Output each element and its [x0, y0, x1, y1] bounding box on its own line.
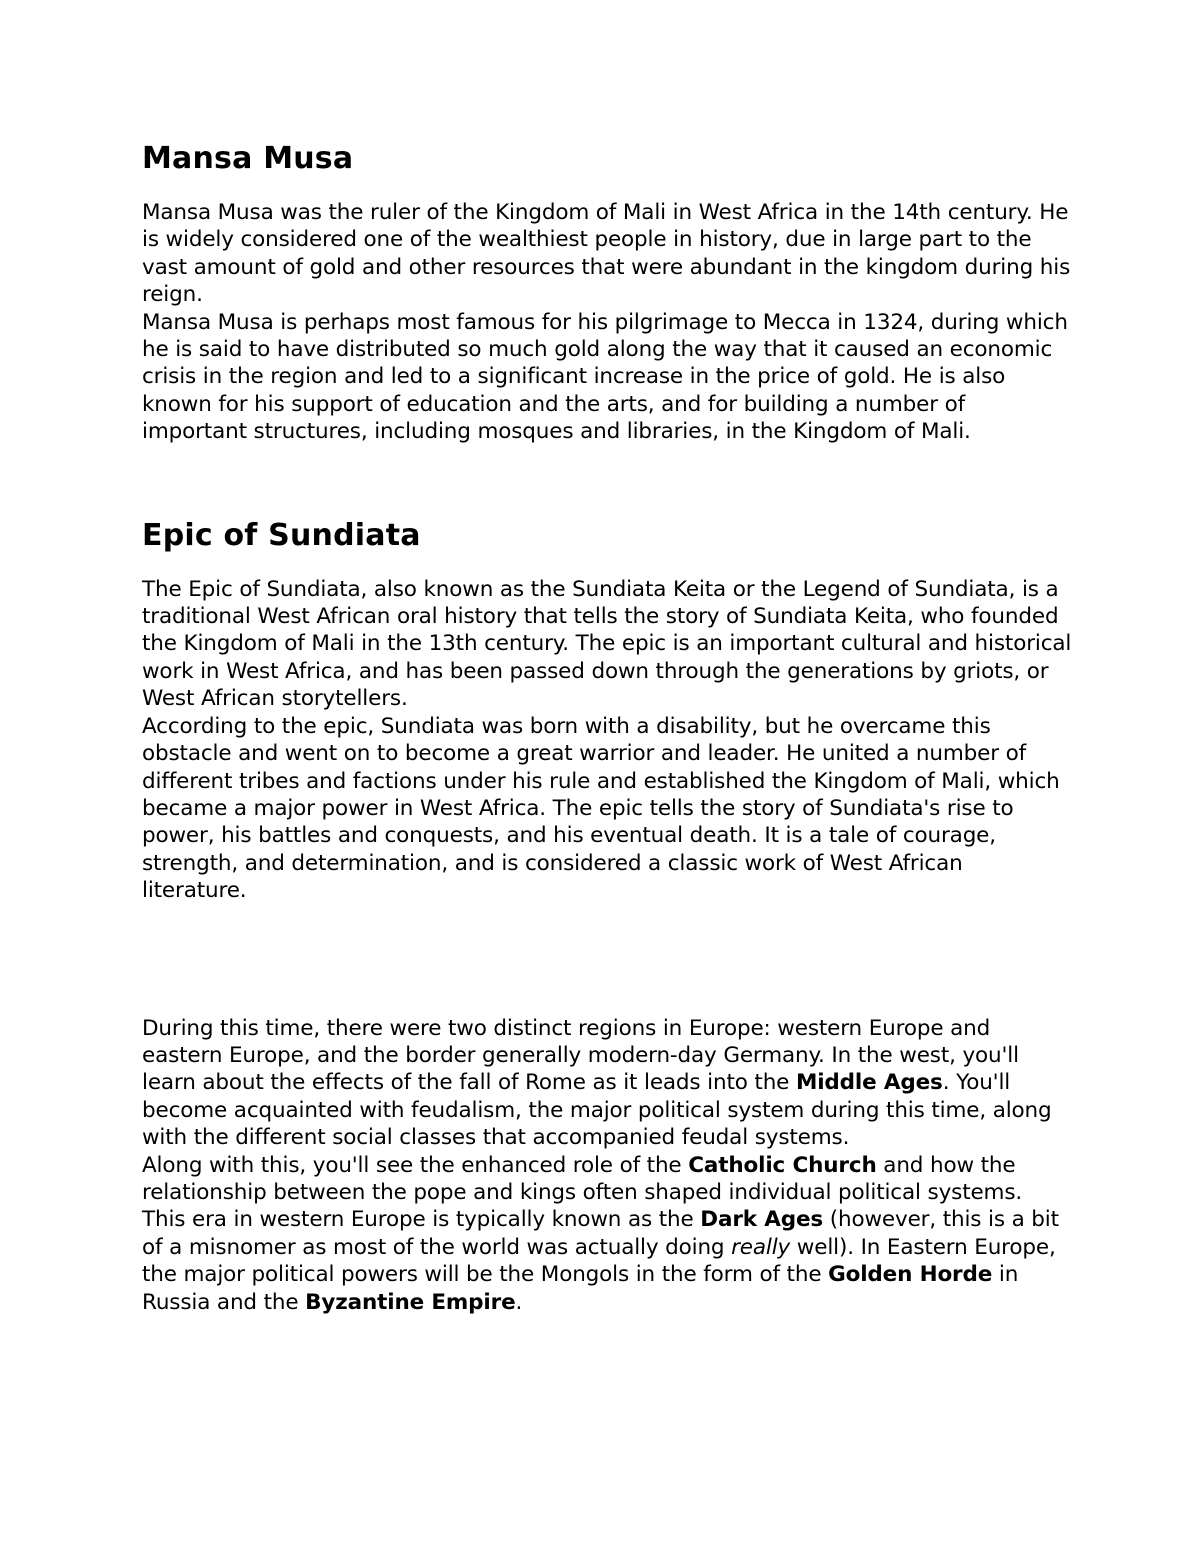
text-run: .: [515, 1289, 523, 1315]
bold-term-byzantine-empire: Byzantine Empire: [305, 1289, 516, 1315]
bold-term-catholic-church: Catholic Church: [688, 1152, 877, 1178]
text-run: in Russia and the: [142, 1262, 1019, 1315]
text-run: Along with this, you'll see the enhanced role of the: [142, 1152, 689, 1178]
document-body: [142, 140, 1072, 1316]
bold-term-golden-horde: Golden Horde: [828, 1262, 993, 1288]
heading-epic-of-sundiata: Epic of Sundiata: [142, 517, 421, 553]
paragraph-europe-2: [142, 1152, 1072, 1316]
bold-term-dark-ages: Dark Ages: [700, 1207, 824, 1233]
heading-mansa-musa: Mansa Musa: [142, 141, 354, 176]
bold-term-middle-ages: Middle Ages: [795, 1070, 943, 1096]
paragraph-mansa-1: Mansa Musa was the ruler of the Kingdom of Mali in West Africa in the 14th century. He is widely considered one of the wealthiest people in history, due in large part to the vast amount of gold and other resources that were abundant in the kingdom during his reign.: [142, 200, 1071, 308]
text-run: and how the relationship between the pope and kings often shaped individual political systems. This era in western Europe is typically known as the: [142, 1152, 1023, 1233]
paragraph-europe-1: [142, 1015, 1072, 1152]
text-run: . You'll become acquainted with feudalism, the major political system during this time, along with the different social classes that accompanied feudal systems.: [142, 1070, 1052, 1151]
italic-term-really: really: [731, 1234, 791, 1260]
paragraph-epic-2: According to the epic, Sundiata was born with a disability, but he overcame this obstacle and went on to become a great warrior and leader. He united a number of different tribes and factions under his rule and established the Kingdom of Mali, which became a major power in West Africa. The epic tells the story of Sundiata's rise to power, his battles and conquests, and his eventual death. It is a tale of courage, strength, and determination, and is considered a classic work of West African literature.: [142, 713, 1060, 904]
text-run: well). In Eastern Europe, the major political powers will be the Mongols in the form of the: [142, 1234, 1056, 1288]
paragraph-epic-1: The Epic of Sundiata, also known as the Sundiata Keita or the Legend of Sundiata, is a traditional West African oral history that tells the story of Sundiata Keita, who founded the Kingdom of Mali in the 13th century. The epic is an important cultural and historical work in West Africa, and has been passed down through the generations by griots, or West African storytellers.: [142, 576, 1072, 712]
paragraph-mansa-2: Mansa Musa is perhaps most famous for his pilgrimage to Mecca in 1324, during which he is said to have distributed so much gold along the way that it caused an economic crisis in the region and led to a significant increase in the price of gold. He is also known for his support of education and the arts, and for building a number of important structures, including mosques and libraries, in the Kingdom of Mali.: [142, 309, 1068, 445]
text-run: During this time, there were two distinct regions in Europe: western Europe and eastern Europe, and the border generally modern-day Germany. In the west, you'll learn about the effects of the fall of Rome as it leads into the: [142, 1015, 1019, 1096]
text-run: (however, this is a bit of a misnomer as most of the world was actually doing: [142, 1207, 1059, 1260]
